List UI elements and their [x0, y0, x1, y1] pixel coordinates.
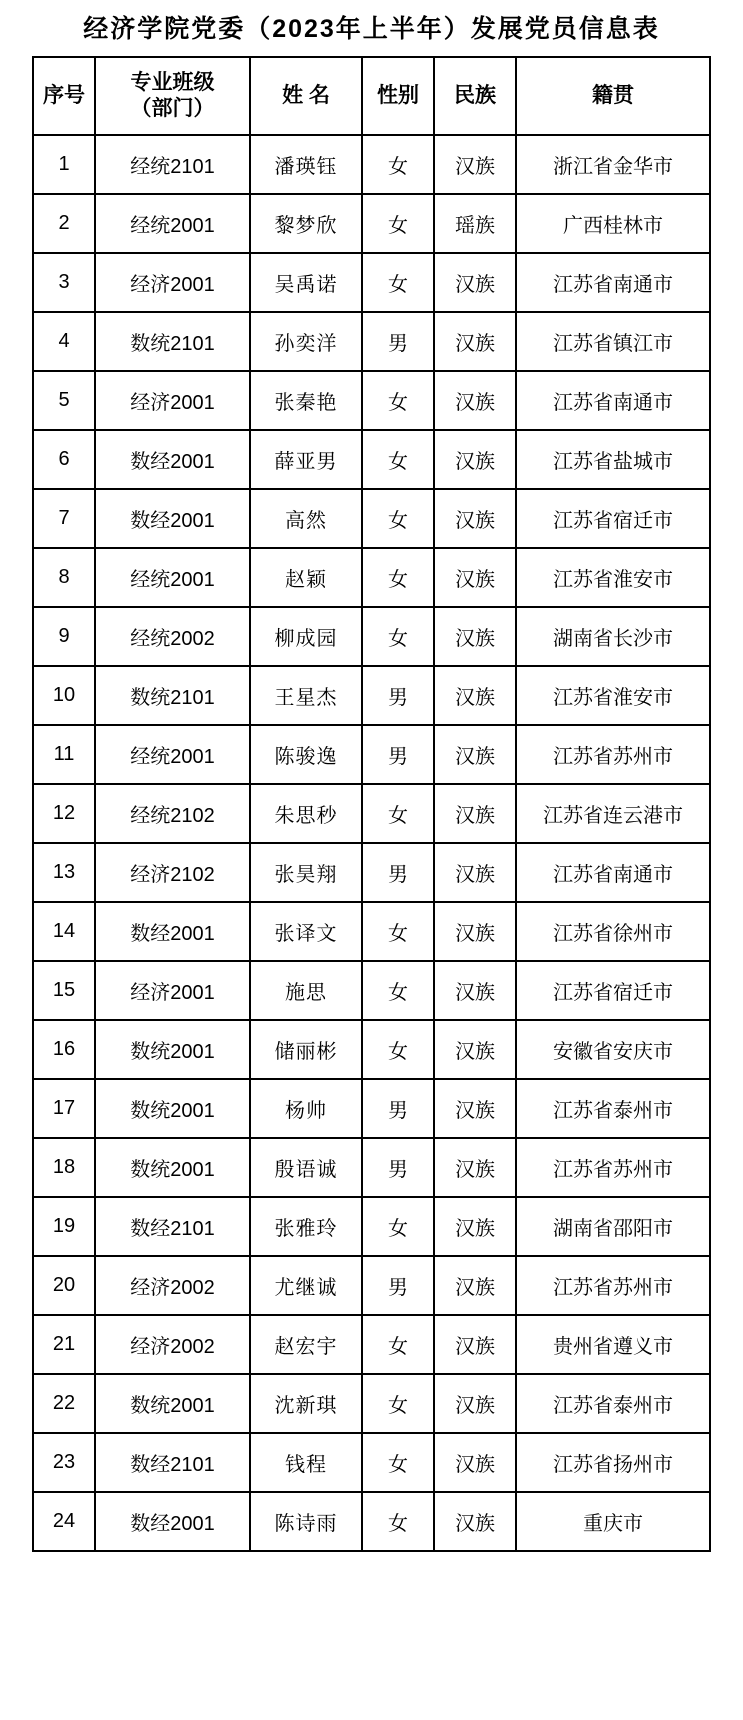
- cell-ethnicity: 汉族: [434, 1079, 516, 1138]
- cell-class: 经济2001: [95, 961, 250, 1020]
- cell-class: 经济2002: [95, 1256, 250, 1315]
- cell-name: 薛亚男: [250, 430, 362, 489]
- cell-gender: 女: [362, 784, 434, 843]
- column-header-origin: [516, 57, 710, 135]
- cell-gender: 女: [362, 194, 434, 253]
- cell-origin: 江苏省宿迁市: [516, 489, 710, 548]
- cell-ethnicity: 汉族: [434, 135, 516, 194]
- column-header-gender: [362, 57, 434, 135]
- cell-origin: 贵州省遵义市: [516, 1315, 710, 1374]
- cell-gender: 女: [362, 253, 434, 312]
- table-body: [33, 135, 710, 1551]
- cell-gender: 男: [362, 1079, 434, 1138]
- cell-origin: 重庆市: [516, 1492, 710, 1551]
- cell-ethnicity: 汉族: [434, 1197, 516, 1256]
- cell-origin: 江苏省宿迁市: [516, 961, 710, 1020]
- cell-index: 14: [33, 902, 95, 961]
- table-row: [33, 1138, 710, 1197]
- cell-index: 8: [33, 548, 95, 607]
- cell-origin: 江苏省苏州市: [516, 1256, 710, 1315]
- column-header-name-label: 姓 名: [282, 83, 330, 107]
- cell-origin: 江苏省盐城市: [516, 430, 710, 489]
- cell-ethnicity: 汉族: [434, 1433, 516, 1492]
- column-header-ethnicity: [434, 57, 516, 135]
- cell-class: 数统2001: [95, 1020, 250, 1079]
- cell-gender: 女: [362, 607, 434, 666]
- cell-origin: 江苏省淮安市: [516, 666, 710, 725]
- table-header-row: [33, 57, 710, 135]
- cell-ethnicity: 汉族: [434, 607, 516, 666]
- cell-name: 殷语诚: [250, 1138, 362, 1197]
- column-header-gender-label: 性别: [377, 83, 419, 107]
- cell-index: 13: [33, 843, 95, 902]
- cell-class: 数统2001: [95, 1079, 250, 1138]
- cell-gender: 男: [362, 666, 434, 725]
- column-header-class-sublabel: （部门）: [130, 97, 215, 120]
- cell-ethnicity: 汉族: [434, 725, 516, 784]
- cell-ethnicity: 汉族: [434, 371, 516, 430]
- cell-gender: 女: [362, 1020, 434, 1079]
- table-row: [33, 961, 710, 1020]
- cell-origin: 湖南省邵阳市: [516, 1197, 710, 1256]
- cell-index: 5: [33, 371, 95, 430]
- cell-name: 潘瑛钰: [250, 135, 362, 194]
- cell-class: 数统2001: [95, 1138, 250, 1197]
- cell-origin: 广西桂林市: [516, 194, 710, 253]
- cell-origin: 湖南省长沙市: [516, 607, 710, 666]
- cell-gender: 女: [362, 135, 434, 194]
- column-header-class-label: 专业班级: [130, 70, 215, 94]
- table-row: [33, 1315, 710, 1374]
- table-row: [33, 1256, 710, 1315]
- cell-class: 经济2001: [95, 371, 250, 430]
- column-header-index: [33, 57, 95, 135]
- cell-index: 19: [33, 1197, 95, 1256]
- table-row: [33, 725, 710, 784]
- table-row: [33, 666, 710, 725]
- cell-name: 钱程: [250, 1433, 362, 1492]
- cell-ethnicity: 汉族: [434, 784, 516, 843]
- table-row: [33, 489, 710, 548]
- cell-index: 3: [33, 253, 95, 312]
- column-header-index-label: 序号: [43, 83, 85, 107]
- cell-origin: 江苏省南通市: [516, 253, 710, 312]
- cell-name: 黎梦欣: [250, 194, 362, 253]
- cell-gender: 女: [362, 1197, 434, 1256]
- table-row: [33, 1197, 710, 1256]
- cell-gender: 男: [362, 1138, 434, 1197]
- cell-origin: 江苏省淮安市: [516, 548, 710, 607]
- cell-class: 数经2101: [95, 1433, 250, 1492]
- cell-gender: 女: [362, 1492, 434, 1551]
- cell-index: 22: [33, 1374, 95, 1433]
- table-row: [33, 430, 710, 489]
- table-row: [33, 548, 710, 607]
- table-row: [33, 607, 710, 666]
- table-row: [33, 194, 710, 253]
- cell-gender: 女: [362, 1315, 434, 1374]
- cell-origin: 安徽省安庆市: [516, 1020, 710, 1079]
- cell-gender: 女: [362, 489, 434, 548]
- cell-class: 经济2102: [95, 843, 250, 902]
- cell-ethnicity: 汉族: [434, 1374, 516, 1433]
- cell-origin: 浙江省金华市: [516, 135, 710, 194]
- table-row: [33, 135, 710, 194]
- cell-name: 沈新琪: [250, 1374, 362, 1433]
- cell-name: 高然: [250, 489, 362, 548]
- cell-gender: 女: [362, 1433, 434, 1492]
- cell-name: 储丽彬: [250, 1020, 362, 1079]
- cell-class: 经统2101: [95, 135, 250, 194]
- cell-index: 10: [33, 666, 95, 725]
- cell-class: 数经2001: [95, 489, 250, 548]
- cell-class: 经统2002: [95, 607, 250, 666]
- column-header-ethnicity-label: 民族: [454, 83, 496, 107]
- cell-class: 经统2102: [95, 784, 250, 843]
- cell-class: 经统2001: [95, 548, 250, 607]
- cell-index: 2: [33, 194, 95, 253]
- cell-class: 数统2001: [95, 1374, 250, 1433]
- cell-class: 数经2001: [95, 902, 250, 961]
- cell-gender: 女: [362, 1374, 434, 1433]
- cell-class: 数经2001: [95, 430, 250, 489]
- cell-name: 张秦艳: [250, 371, 362, 430]
- page-title: 经济学院党委（2023年上半年）发展党员信息表: [83, 15, 660, 43]
- table-row: [33, 1433, 710, 1492]
- table-header: [33, 57, 710, 135]
- cell-name: 杨帅: [250, 1079, 362, 1138]
- table-row: [33, 843, 710, 902]
- table-row: [33, 1020, 710, 1079]
- party-member-info-table: [32, 56, 711, 1552]
- table-row: [33, 1079, 710, 1138]
- table-row: [33, 902, 710, 961]
- cell-index: 16: [33, 1020, 95, 1079]
- cell-index: 15: [33, 961, 95, 1020]
- cell-origin: 江苏省南通市: [516, 843, 710, 902]
- cell-name: 陈骏逸: [250, 725, 362, 784]
- cell-name: 施思: [250, 961, 362, 1020]
- cell-class: 数统2101: [95, 312, 250, 371]
- cell-ethnicity: 瑶族: [434, 194, 516, 253]
- cell-gender: 男: [362, 312, 434, 371]
- cell-name: 张译文: [250, 902, 362, 961]
- cell-ethnicity: 汉族: [434, 902, 516, 961]
- cell-name: 朱思秒: [250, 784, 362, 843]
- cell-name: 赵颖: [250, 548, 362, 607]
- cell-ethnicity: 汉族: [434, 548, 516, 607]
- cell-origin: 江苏省连云港市: [516, 784, 710, 843]
- cell-name: 孙奕洋: [250, 312, 362, 371]
- cell-ethnicity: 汉族: [434, 253, 516, 312]
- cell-name: 尤继诚: [250, 1256, 362, 1315]
- column-header-origin-label: 籍贯: [592, 83, 634, 107]
- cell-index: 24: [33, 1492, 95, 1551]
- cell-index: 23: [33, 1433, 95, 1492]
- cell-ethnicity: 汉族: [434, 1315, 516, 1374]
- cell-ethnicity: 汉族: [434, 430, 516, 489]
- cell-ethnicity: 汉族: [434, 1138, 516, 1197]
- cell-gender: 男: [362, 725, 434, 784]
- cell-class: 经济2001: [95, 253, 250, 312]
- column-header-class: [95, 57, 250, 135]
- cell-index: 18: [33, 1138, 95, 1197]
- table-row: [33, 312, 710, 371]
- cell-name: 柳成园: [250, 607, 362, 666]
- cell-index: 9: [33, 607, 95, 666]
- cell-origin: 江苏省徐州市: [516, 902, 710, 961]
- cell-index: 4: [33, 312, 95, 371]
- cell-gender: 男: [362, 1256, 434, 1315]
- cell-origin: 江苏省镇江市: [516, 312, 710, 371]
- cell-origin: 江苏省苏州市: [516, 1138, 710, 1197]
- cell-origin: 江苏省南通市: [516, 371, 710, 430]
- cell-index: 1: [33, 135, 95, 194]
- cell-origin: 江苏省泰州市: [516, 1079, 710, 1138]
- table-row: [33, 253, 710, 312]
- cell-ethnicity: 汉族: [434, 666, 516, 725]
- cell-name: 张昊翔: [250, 843, 362, 902]
- cell-origin: 江苏省扬州市: [516, 1433, 710, 1492]
- cell-ethnicity: 汉族: [434, 1020, 516, 1079]
- cell-ethnicity: 汉族: [434, 961, 516, 1020]
- cell-name: 张雅玲: [250, 1197, 362, 1256]
- cell-class: 数经2001: [95, 1492, 250, 1551]
- table-row: [33, 784, 710, 843]
- cell-index: 12: [33, 784, 95, 843]
- cell-gender: 女: [362, 430, 434, 489]
- cell-class: 经统2001: [95, 194, 250, 253]
- table-row: [33, 371, 710, 430]
- cell-class: 经统2001: [95, 725, 250, 784]
- cell-gender: 女: [362, 371, 434, 430]
- cell-index: 21: [33, 1315, 95, 1374]
- cell-origin: 江苏省苏州市: [516, 725, 710, 784]
- cell-index: 6: [33, 430, 95, 489]
- cell-ethnicity: 汉族: [434, 489, 516, 548]
- cell-class: 经济2002: [95, 1315, 250, 1374]
- cell-index: 7: [33, 489, 95, 548]
- cell-gender: 女: [362, 548, 434, 607]
- cell-gender: 男: [362, 843, 434, 902]
- cell-ethnicity: 汉族: [434, 1492, 516, 1551]
- cell-class: 数统2101: [95, 666, 250, 725]
- cell-name: 吴禹诺: [250, 253, 362, 312]
- cell-index: 11: [33, 725, 95, 784]
- cell-index: 17: [33, 1079, 95, 1138]
- table-row: [33, 1374, 710, 1433]
- cell-index: 20: [33, 1256, 95, 1315]
- cell-ethnicity: 汉族: [434, 843, 516, 902]
- cell-class: 数经2101: [95, 1197, 250, 1256]
- cell-origin: 江苏省泰州市: [516, 1374, 710, 1433]
- cell-gender: 女: [362, 902, 434, 961]
- table-row: [33, 1492, 710, 1551]
- cell-name: 陈诗雨: [250, 1492, 362, 1551]
- cell-name: 王星杰: [250, 666, 362, 725]
- column-header-name: [250, 57, 362, 135]
- cell-ethnicity: 汉族: [434, 312, 516, 371]
- cell-ethnicity: 汉族: [434, 1256, 516, 1315]
- cell-name: 赵宏宇: [250, 1315, 362, 1374]
- cell-gender: 女: [362, 961, 434, 1020]
